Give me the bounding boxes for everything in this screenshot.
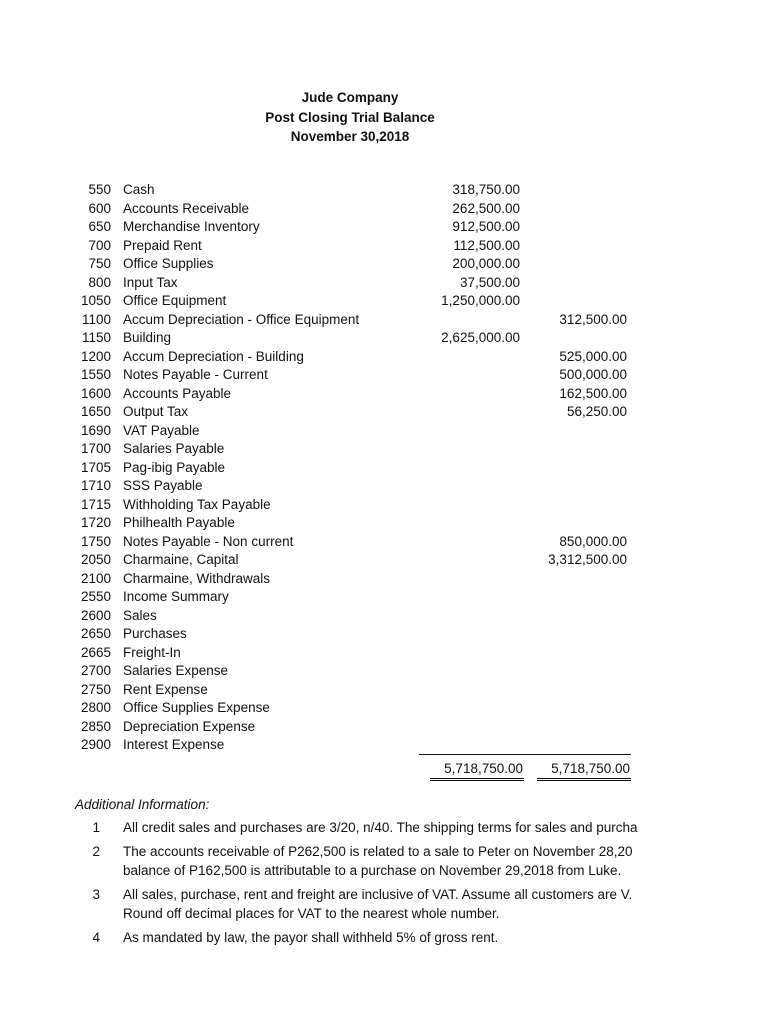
account-code: 800: [88, 274, 111, 290]
credit-amount: 525,000.00: [559, 348, 627, 364]
account-name: Office Equipment: [123, 293, 227, 308]
account-name: Notes Payable - Current: [123, 367, 268, 382]
account-name: Accounts Payable: [123, 385, 232, 401]
account-name: Merchandise Inventory: [123, 219, 260, 234]
account-code: 1150: [81, 330, 111, 345]
account-code: 1550: [80, 367, 111, 382]
account-name: Salaries Expense: [123, 663, 229, 678]
table-row: [0, 403, 768, 422]
account-name: Interest Expense: [123, 737, 225, 752]
account-name: Prepaid Rent: [123, 237, 202, 253]
note-text: balance of P162,500 is attributable to a purchase on November 29,2018 from Luke.: [123, 863, 622, 878]
table-row: [0, 681, 768, 700]
table-row: [0, 736, 768, 755]
account-code: 2800: [80, 700, 111, 715]
table-row: [0, 274, 768, 293]
total-rule: [419, 754, 631, 755]
account-name: Pag-ibig Payable: [123, 459, 226, 475]
account-code: 2900: [80, 737, 111, 752]
table-row: [0, 570, 768, 589]
account-name: Withholding Tax Payable: [123, 496, 271, 512]
table-row: [0, 237, 768, 256]
table-row: [0, 588, 768, 607]
note-number: 4: [92, 930, 100, 945]
note-number: 1: [92, 820, 100, 835]
account-code: 2850: [80, 718, 111, 734]
account-name: Charmaine, Withdrawals: [123, 570, 271, 586]
account-code: 750: [88, 256, 111, 271]
note-text: As mandated by law, the payor shall withheld 5% of gross rent.: [123, 930, 499, 945]
account-code: 1200: [80, 348, 111, 364]
account-code: 1720: [80, 515, 111, 530]
account-name: Accounts Receivable: [123, 200, 250, 216]
table-row: [0, 311, 768, 330]
account-code: 600: [88, 200, 111, 216]
account-code: 1715: [80, 496, 111, 512]
table-row: [0, 533, 768, 552]
account-name: Input Tax: [123, 274, 178, 290]
note-text: Round off decimal places for VAT to the nearest whole number.: [123, 906, 500, 921]
account-code: 2750: [80, 681, 111, 697]
table-row: [0, 200, 768, 219]
account-name: Charmaine, Capital: [123, 552, 239, 567]
table-row: [0, 422, 768, 441]
report-title: Post Closing Trial Balance: [265, 109, 435, 125]
debit-amount: 912,500.00: [452, 219, 520, 234]
credit-amount: 3,312,500.00: [548, 552, 627, 567]
account-code: 1710: [80, 478, 111, 493]
table-row: [0, 477, 768, 496]
table-row: [0, 514, 768, 533]
account-code: 2700: [80, 663, 111, 678]
table-row: [0, 662, 768, 681]
account-name: Accum Depreciation - Building: [123, 348, 304, 364]
table-row: [0, 718, 768, 737]
note-text: All credit sales and purchases are 3/20, n/40. The shipping terms for sales and purcha: [123, 820, 638, 835]
debit-amount: 2,625,000.00: [441, 330, 520, 345]
account-code: 1690: [80, 422, 111, 438]
debit-amount: 37,500.00: [459, 274, 520, 290]
account-code: 1050: [80, 293, 111, 308]
debit-amount: 262,500.00: [452, 200, 520, 216]
account-code: 2665: [80, 644, 111, 660]
table-row: [0, 218, 768, 237]
account-name: Office Supplies Expense: [123, 700, 270, 715]
credit-amount: 56,250.00: [566, 404, 627, 419]
trial-balance-table: [0, 181, 768, 755]
account-name: Purchases: [123, 626, 187, 641]
debit-amount: 318,750.00: [452, 182, 520, 197]
debit-amount: 1,250,000.00: [441, 293, 520, 308]
credit-amount: 162,500.00: [559, 385, 627, 401]
note-text: All sales, purchase, rent and freight are inclusive of VAT. Assume all customers are V.: [123, 887, 633, 902]
table-row: [0, 699, 768, 718]
table-row: [0, 644, 768, 663]
totals-row: [0, 760, 768, 778]
account-name: Notes Payable - Non current: [123, 533, 294, 549]
total-credit: 5,718,750.00: [537, 760, 631, 781]
account-code: 1650: [80, 404, 111, 419]
note-number: 3: [92, 887, 100, 902]
account-name: Salaries Payable: [123, 441, 225, 456]
account-code: 2100: [80, 570, 111, 586]
account-code: 1600: [80, 385, 111, 401]
account-name: Freight-In: [123, 644, 181, 660]
account-code: 2600: [80, 607, 111, 623]
account-name: Sales: [123, 607, 157, 623]
account-code: 2550: [80, 589, 111, 604]
account-code: 1705: [80, 459, 111, 475]
account-code: 550: [88, 182, 111, 197]
account-code: 2650: [80, 626, 111, 641]
account-name: SSS Payable: [123, 478, 203, 493]
account-name: Accum Depreciation - Office Equipment: [123, 311, 360, 327]
table-row: [0, 329, 768, 348]
debit-amount: 200,000.00: [452, 256, 520, 271]
account-code: 700: [88, 237, 111, 253]
table-row: [0, 292, 768, 311]
table-row: [0, 181, 768, 200]
table-row: [0, 459, 768, 478]
account-name: Rent Expense: [123, 681, 208, 697]
account-name: Depreciation Expense: [123, 718, 256, 734]
account-code: 1100: [81, 311, 111, 327]
table-row: [0, 496, 768, 515]
company-name: Jude Company: [301, 90, 399, 105]
account-code: 650: [88, 219, 111, 234]
account-name: Philhealth Payable: [123, 515, 235, 530]
note-text: The accounts receivable of P262,500 is related to a sale to Peter on November 28,20: [123, 844, 633, 859]
table-row: [0, 255, 768, 274]
account-name: VAT Payable: [123, 422, 200, 438]
account-code: 1700: [80, 441, 111, 456]
debit-amount: 112,500.00: [453, 237, 520, 253]
table-row: [0, 348, 768, 367]
table-row: [0, 366, 768, 385]
credit-amount: 500,000.00: [559, 367, 627, 382]
account-code: 2050: [80, 552, 111, 567]
table-row: [0, 385, 768, 404]
account-code: 1750: [80, 533, 111, 549]
table-row: [0, 607, 768, 626]
note-number: 2: [92, 844, 100, 859]
account-name: Office Supplies: [123, 256, 214, 271]
total-debit: 5,718,750.00: [430, 760, 524, 781]
account-name: Cash: [123, 182, 155, 197]
credit-amount: 850,000.00: [559, 533, 627, 549]
table-row: [0, 551, 768, 570]
account-name: Building: [123, 330, 172, 345]
table-row: [0, 625, 768, 644]
account-name: Output Tax: [123, 404, 189, 419]
additional-info-title: Additional Information:: [75, 797, 210, 812]
account-name: Income Summary: [123, 589, 229, 604]
table-row: [0, 440, 768, 459]
credit-amount: 312,500.00: [559, 311, 627, 327]
report-date: November 30,2018: [290, 129, 410, 144]
report-header: [0, 88, 700, 147]
